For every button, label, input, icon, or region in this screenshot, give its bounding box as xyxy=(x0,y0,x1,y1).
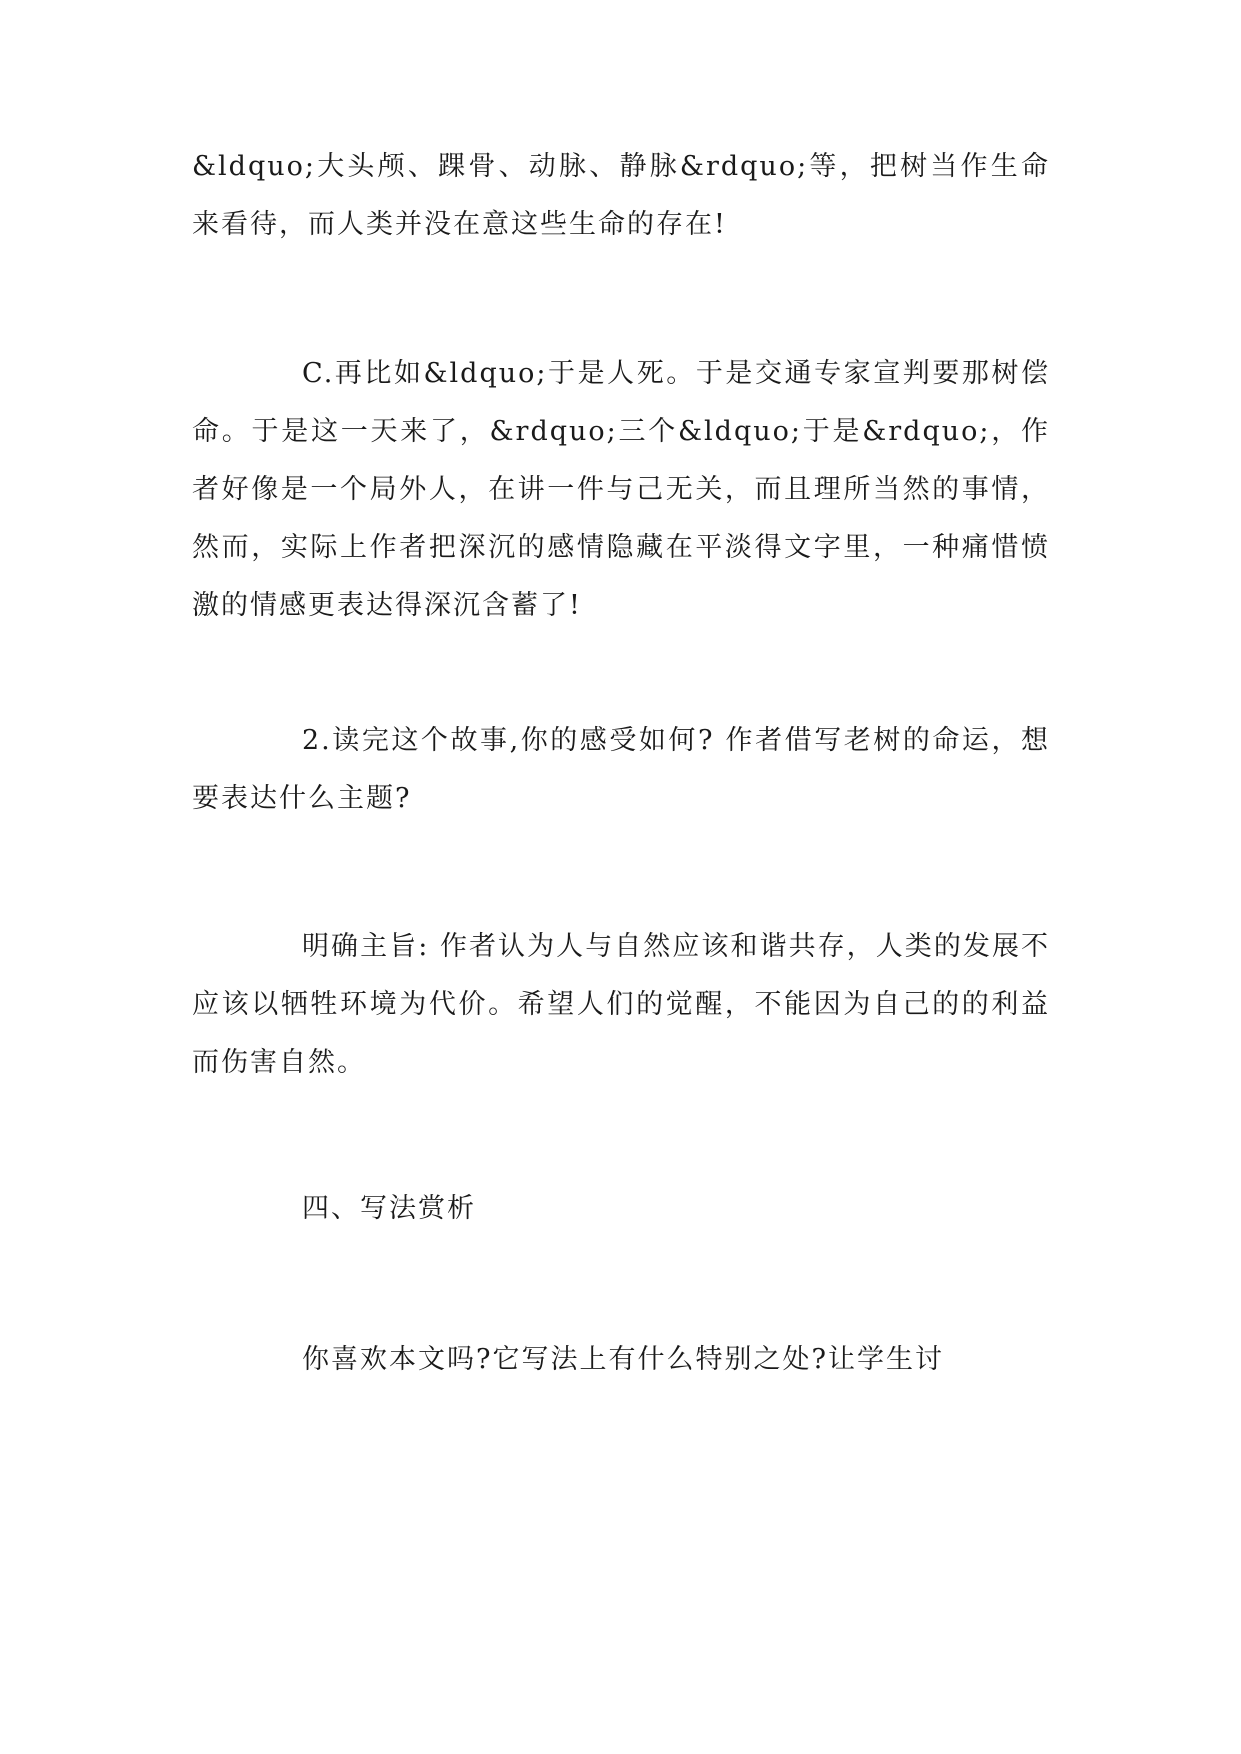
paragraph-c-three-yushi: C.再比如&ldquo;于是人死。于是交通专家宣判要那树偿命。于是这一天来了，&rdquo;三个&ldquo;于是&rdquo;，作者好像是一个局外人，在讲一件与己无关，而且理所当然的事情，然而，实际上作者把深沉的感情隐藏在平淡得文字里，一种痛惜愤激的情感更表达得深沉含蓄了! xyxy=(192,358,1050,621)
paragraph-discussion-question: 你喜欢本文吗?它写法上有什么特别之处?让学生讨 xyxy=(302,1344,944,1375)
paragraph-tree-as-life: &ldquo;大头颅、踝骨、动脉、静脉&rdquo;等，把树当作生命来看待，而人类并没在意这些生命的存在! xyxy=(192,151,1050,240)
document-page xyxy=(192,0,1050,1754)
paragraph-question-2: 2.读完这个故事,你的感受如何? 作者借写老树的命运，想要表达什么主题? xyxy=(192,725,1050,814)
section-heading-writing-analysis: 四、写法赏析 xyxy=(302,1193,476,1224)
paragraph-theme-answer: 明确主旨: 作者认为人与自然应该和谐共存，人类的发展不应该以牺牲环境为代价。希望人们的觉醒，不能因为自己的的利益而伤害自然。 xyxy=(192,931,1050,1078)
